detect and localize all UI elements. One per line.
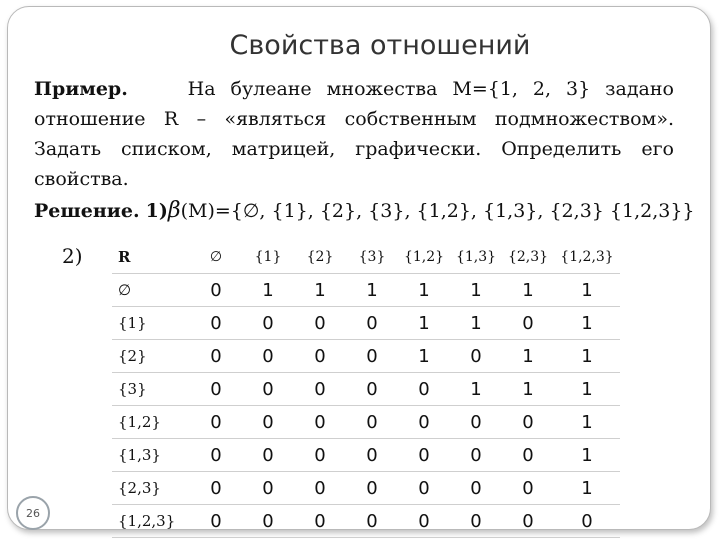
matrix-cell: 0 [294, 340, 346, 373]
matrix-cell: 1 [450, 307, 502, 340]
matrix-cell: 1 [450, 274, 502, 307]
matrix-cell: 1 [554, 274, 620, 307]
solution-expression: (M)={∅, {1}, {2}, {3}, {1,2}, {1,3}, {2,3} {1,2,3}} [180, 200, 695, 222]
matrix-cell: 1 [398, 340, 450, 373]
matrix-cell: 1 [502, 340, 554, 373]
matrix-cell: 1 [398, 274, 450, 307]
row-header: ∅ [112, 274, 190, 307]
row-header: {2} [112, 340, 190, 373]
matrix-cell: 0 [294, 505, 346, 538]
matrix-cell: 0 [190, 406, 242, 439]
matrix-cell: 0 [502, 439, 554, 472]
matrix-cell: 1 [450, 373, 502, 406]
matrix-cell: 0 [398, 406, 450, 439]
matrix-cell: 1 [554, 439, 620, 472]
example-line-4: свойства. [34, 168, 129, 190]
row-header: {1,3} [112, 439, 190, 472]
matrix-cell: 1 [502, 373, 554, 406]
matrix-cell: 0 [242, 307, 294, 340]
matrix-cell: 0 [190, 472, 242, 505]
column-header: {2,3} [502, 241, 554, 274]
matrix-cell: 0 [346, 505, 398, 538]
solution-label: Решение. [34, 200, 140, 222]
slide-title: Свойства отношений [229, 30, 531, 61]
matrix-cell: 0 [502, 307, 554, 340]
matrix-cell: 0 [242, 439, 294, 472]
matrix-row [112, 406, 620, 439]
column-header: {1} [242, 241, 294, 274]
matrix-cell: 1 [554, 373, 620, 406]
matrix-body [112, 274, 620, 538]
column-header: ∅ [190, 241, 242, 274]
row-header: {1,2,3} [112, 505, 190, 538]
matrix-cell: 0 [346, 472, 398, 505]
column-header: {2} [294, 241, 346, 274]
matrix-cell: 1 [502, 274, 554, 307]
matrix-row [112, 373, 620, 406]
matrix-cell: 0 [242, 373, 294, 406]
example-line-1 [34, 74, 674, 104]
matrix-cell: 0 [190, 505, 242, 538]
row-header: {1} [112, 307, 190, 340]
matrix-row [112, 472, 620, 505]
matrix-cell: 0 [242, 472, 294, 505]
matrix-cell: 0 [346, 406, 398, 439]
matrix-row [112, 505, 620, 538]
beta-symbol: β [167, 198, 181, 223]
matrix-cell: 1 [554, 472, 620, 505]
matrix-cell: 1 [398, 307, 450, 340]
example-line-1-text: На булеане множества M={1, 2, 3} задано [187, 78, 674, 100]
column-header: {1,3} [450, 241, 502, 274]
matrix-item-number: 2) [62, 244, 83, 268]
matrix-cell: 0 [294, 472, 346, 505]
matrix-cell: 1 [346, 274, 398, 307]
matrix-cell: 0 [346, 340, 398, 373]
relation-matrix [112, 241, 620, 538]
matrix-row [112, 307, 620, 340]
matrix-cell: 0 [190, 373, 242, 406]
matrix-cell: 1 [294, 274, 346, 307]
matrix-cell: 0 [398, 505, 450, 538]
matrix-cell: 0 [450, 340, 502, 373]
matrix-cell: 0 [190, 274, 242, 307]
matrix-cell: 0 [294, 307, 346, 340]
example-label: Пример. [34, 78, 128, 100]
row-header: {2,3} [112, 472, 190, 505]
matrix-cell: 0 [502, 505, 554, 538]
matrix-cell: 1 [554, 406, 620, 439]
matrix-cell: 0 [502, 472, 554, 505]
column-header: {1,2,3} [554, 241, 620, 274]
example-text [34, 74, 674, 194]
solution-line [34, 198, 695, 223]
matrix-cell: 1 [554, 307, 620, 340]
matrix-header-row [112, 241, 620, 274]
matrix-row [112, 340, 620, 373]
matrix-cell: 0 [190, 307, 242, 340]
matrix-cell: 0 [450, 406, 502, 439]
solution-item-number: 1) [145, 200, 168, 222]
matrix-cell: 1 [242, 274, 294, 307]
matrix-cell: 0 [450, 505, 502, 538]
matrix-cell: 0 [190, 340, 242, 373]
matrix-cell: 0 [554, 505, 620, 538]
page-number: 26 [26, 506, 40, 520]
matrix-cell: 0 [242, 340, 294, 373]
matrix-cell: 0 [398, 472, 450, 505]
example-line-3: Задать списком, матрицей, графически. Определить его [34, 138, 674, 160]
column-header: {1,2} [398, 241, 450, 274]
matrix-cell: 0 [242, 505, 294, 538]
row-header: {1,2} [112, 406, 190, 439]
matrix-cell: 0 [398, 439, 450, 472]
matrix-cell: 0 [242, 406, 294, 439]
matrix-cell: 0 [294, 373, 346, 406]
row-header: {3} [112, 373, 190, 406]
matrix-corner-label: R [112, 241, 190, 274]
matrix-row [112, 274, 620, 307]
matrix-cell: 0 [294, 439, 346, 472]
example-line-2: отношение R – «являться собственным подмножеством». [34, 108, 674, 130]
matrix-cell: 0 [398, 373, 450, 406]
matrix-cell: 0 [502, 406, 554, 439]
matrix-cell: 0 [346, 439, 398, 472]
matrix-row [112, 439, 620, 472]
matrix-cell: 0 [190, 439, 242, 472]
page-number-badge [16, 496, 50, 530]
matrix-cell: 0 [450, 472, 502, 505]
matrix-cell: 0 [450, 439, 502, 472]
matrix-cell: 0 [294, 406, 346, 439]
column-header: {3} [346, 241, 398, 274]
matrix-cell: 1 [554, 340, 620, 373]
matrix-cell: 0 [346, 373, 398, 406]
matrix-cell: 0 [346, 307, 398, 340]
